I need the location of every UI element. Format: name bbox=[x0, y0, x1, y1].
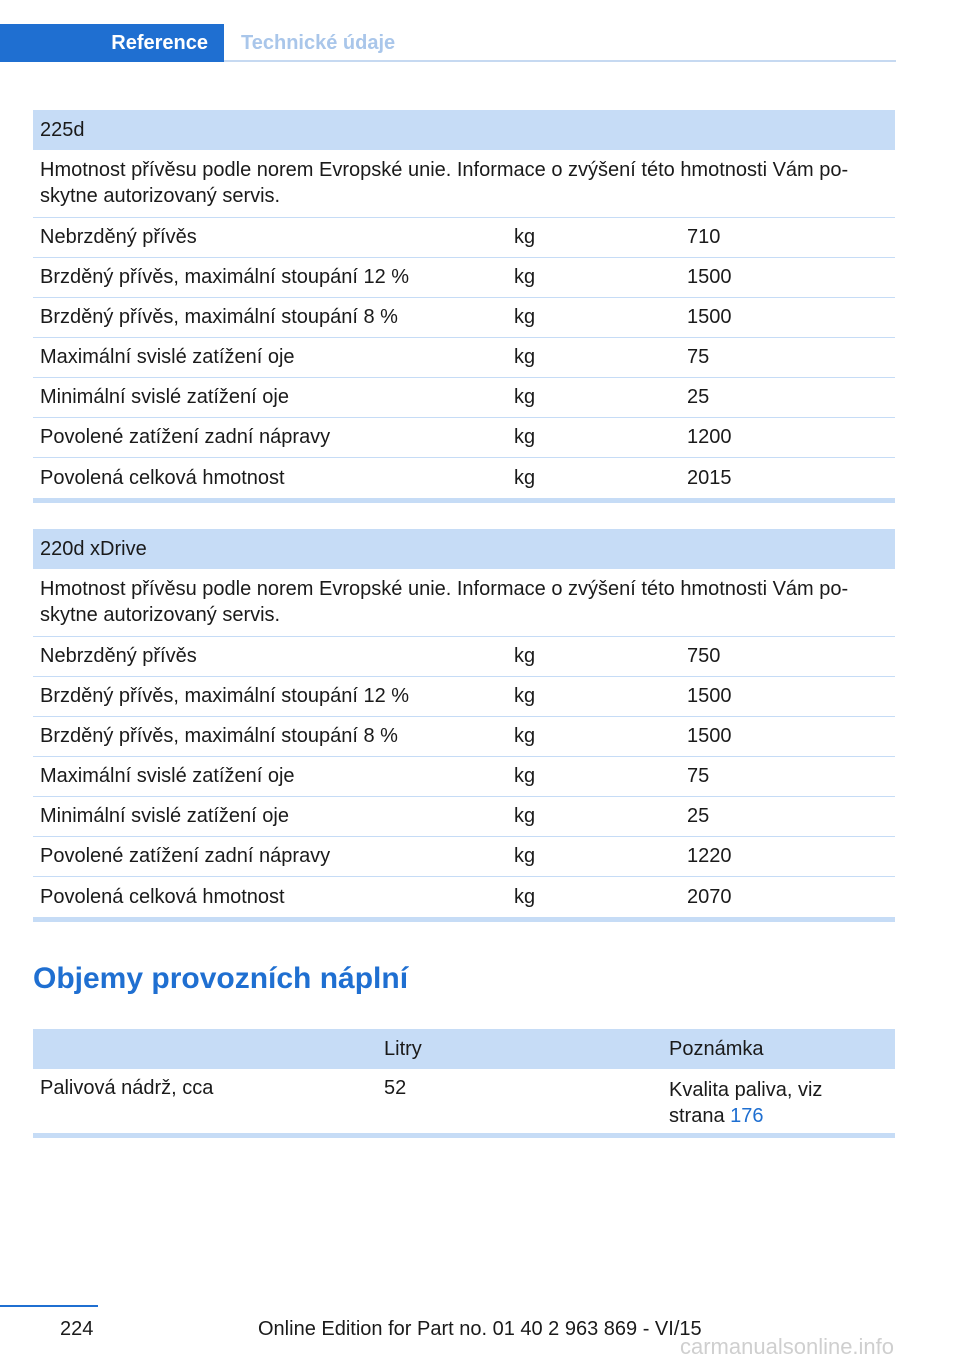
row-label: Minimální svislé zatížení oje bbox=[40, 386, 289, 408]
table-row bbox=[33, 877, 895, 917]
row-label: Nebrzděný přívěs bbox=[40, 226, 197, 248]
row-unit: kg bbox=[514, 346, 536, 368]
row-label: Nebrzděný přívěs bbox=[40, 645, 197, 667]
row-unit: kg bbox=[514, 765, 536, 787]
trailer-table-225d bbox=[33, 110, 895, 503]
table-row bbox=[33, 637, 895, 677]
row-unit: kg bbox=[514, 466, 536, 489]
row-value: 1500 bbox=[687, 685, 732, 707]
table-row bbox=[33, 258, 895, 298]
row-unit: kg bbox=[514, 885, 536, 908]
trailer-table-220d-xdrive bbox=[33, 529, 895, 922]
row-value: 25 bbox=[687, 805, 710, 827]
row-value: 2015 bbox=[687, 466, 732, 489]
row-unit: kg bbox=[514, 266, 536, 288]
row-unit: kg bbox=[514, 845, 536, 867]
row-unit: kg bbox=[514, 386, 536, 408]
table-row bbox=[33, 298, 895, 338]
row-label: Minimální svislé zatížení oje bbox=[40, 805, 289, 827]
row-label: Povolené zatížení zadní nápravy bbox=[40, 845, 331, 867]
table-row bbox=[33, 338, 895, 378]
table-description: Hmotnost přívěsu podle norem Evropské unie. Informace o zvýšení této hmotnosti Vám po-skytne autorizovaný servis. bbox=[33, 150, 895, 218]
model-name: 220d xDrive bbox=[40, 537, 147, 560]
row-value: 750 bbox=[687, 645, 721, 667]
volumes-header bbox=[33, 1029, 895, 1069]
row-value: 25 bbox=[687, 386, 710, 408]
row-label: Povolené zatížení zadní nápravy bbox=[40, 426, 331, 448]
page-reference-link[interactable]: 176 bbox=[730, 1105, 764, 1127]
row-value: 75 bbox=[687, 346, 710, 368]
header-poznamka: Poznámka bbox=[669, 1038, 764, 1060]
row-unit: kg bbox=[514, 725, 536, 747]
row-label: Brzděný přívěs, maximální stoupání 12 % bbox=[40, 685, 410, 707]
row-label: Maximální svislé zatížení oje bbox=[40, 765, 295, 787]
table-row bbox=[33, 218, 895, 258]
tab-technical-data-label: Technické údaje bbox=[241, 31, 396, 54]
table-bottom-rule bbox=[33, 917, 895, 922]
row-value: 1500 bbox=[687, 266, 732, 288]
table-row bbox=[33, 378, 895, 418]
table-row bbox=[33, 418, 895, 458]
row-note bbox=[669, 1077, 822, 1129]
row-value: 1500 bbox=[687, 306, 732, 328]
table-row bbox=[33, 677, 895, 717]
row-unit: kg bbox=[514, 426, 536, 448]
row-label: Palivová nádrž, cca bbox=[40, 1077, 214, 1099]
row-value: 2070 bbox=[687, 885, 732, 908]
section-title: Objemy provozních náplní bbox=[33, 962, 409, 995]
model-name: 225d bbox=[40, 118, 85, 141]
page-number: 224 bbox=[60, 1318, 94, 1340]
row-value: 710 bbox=[687, 226, 721, 248]
row-value: 52 bbox=[384, 1077, 407, 1099]
note-line1: Kvalita paliva, viz bbox=[669, 1079, 823, 1101]
row-label: Brzděný přívěs, maximální stoupání 8 % bbox=[40, 306, 398, 328]
row-label: Povolená celková hmotnost bbox=[40, 885, 285, 908]
row-unit: kg bbox=[514, 805, 536, 827]
edition-info: Online Edition for Part no. 01 40 2 963 869 - VI/15 bbox=[258, 1318, 702, 1340]
row-value: 1500 bbox=[687, 725, 732, 747]
tab-technical-data[interactable] bbox=[224, 24, 896, 62]
table-row bbox=[33, 797, 895, 837]
table-row bbox=[33, 757, 895, 797]
table-row bbox=[33, 1069, 895, 1133]
row-unit: kg bbox=[514, 306, 536, 328]
table-row bbox=[33, 717, 895, 757]
table-bottom-rule bbox=[33, 1133, 895, 1138]
footer-rule bbox=[0, 1305, 98, 1307]
row-value: 1200 bbox=[687, 426, 732, 448]
table-description: Hmotnost přívěsu podle norem Evropské unie. Informace o zvýšení této hmotnosti Vám po-skytne autorizovaný servis. bbox=[33, 569, 895, 637]
row-label: Brzděný přívěs, maximální stoupání 8 % bbox=[40, 725, 398, 747]
note-line2: strana bbox=[669, 1105, 725, 1127]
table-model-header bbox=[33, 529, 895, 569]
table-bottom-rule bbox=[33, 498, 895, 503]
row-label: Povolená celková hmotnost bbox=[40, 466, 285, 489]
table-model-header bbox=[33, 110, 895, 150]
row-unit: kg bbox=[514, 226, 536, 248]
table-row bbox=[33, 837, 895, 877]
row-value: 75 bbox=[687, 765, 710, 787]
row-value: 1220 bbox=[687, 845, 732, 867]
header-litry: Litry bbox=[384, 1038, 422, 1060]
chapter-header bbox=[0, 24, 896, 62]
row-label: Brzděný přívěs, maximální stoupání 12 % bbox=[40, 266, 410, 288]
row-label: Maximální svislé zatížení oje bbox=[40, 346, 295, 368]
row-unit: kg bbox=[514, 685, 536, 707]
table-row bbox=[33, 458, 895, 498]
row-unit: kg bbox=[514, 645, 536, 667]
tab-reference[interactable] bbox=[0, 24, 224, 62]
header-divider bbox=[224, 60, 896, 62]
tab-reference-label: Reference bbox=[111, 31, 208, 54]
watermark: carmanualsonline.info bbox=[680, 1334, 895, 1359]
fluid-volumes-table bbox=[33, 1029, 895, 1138]
